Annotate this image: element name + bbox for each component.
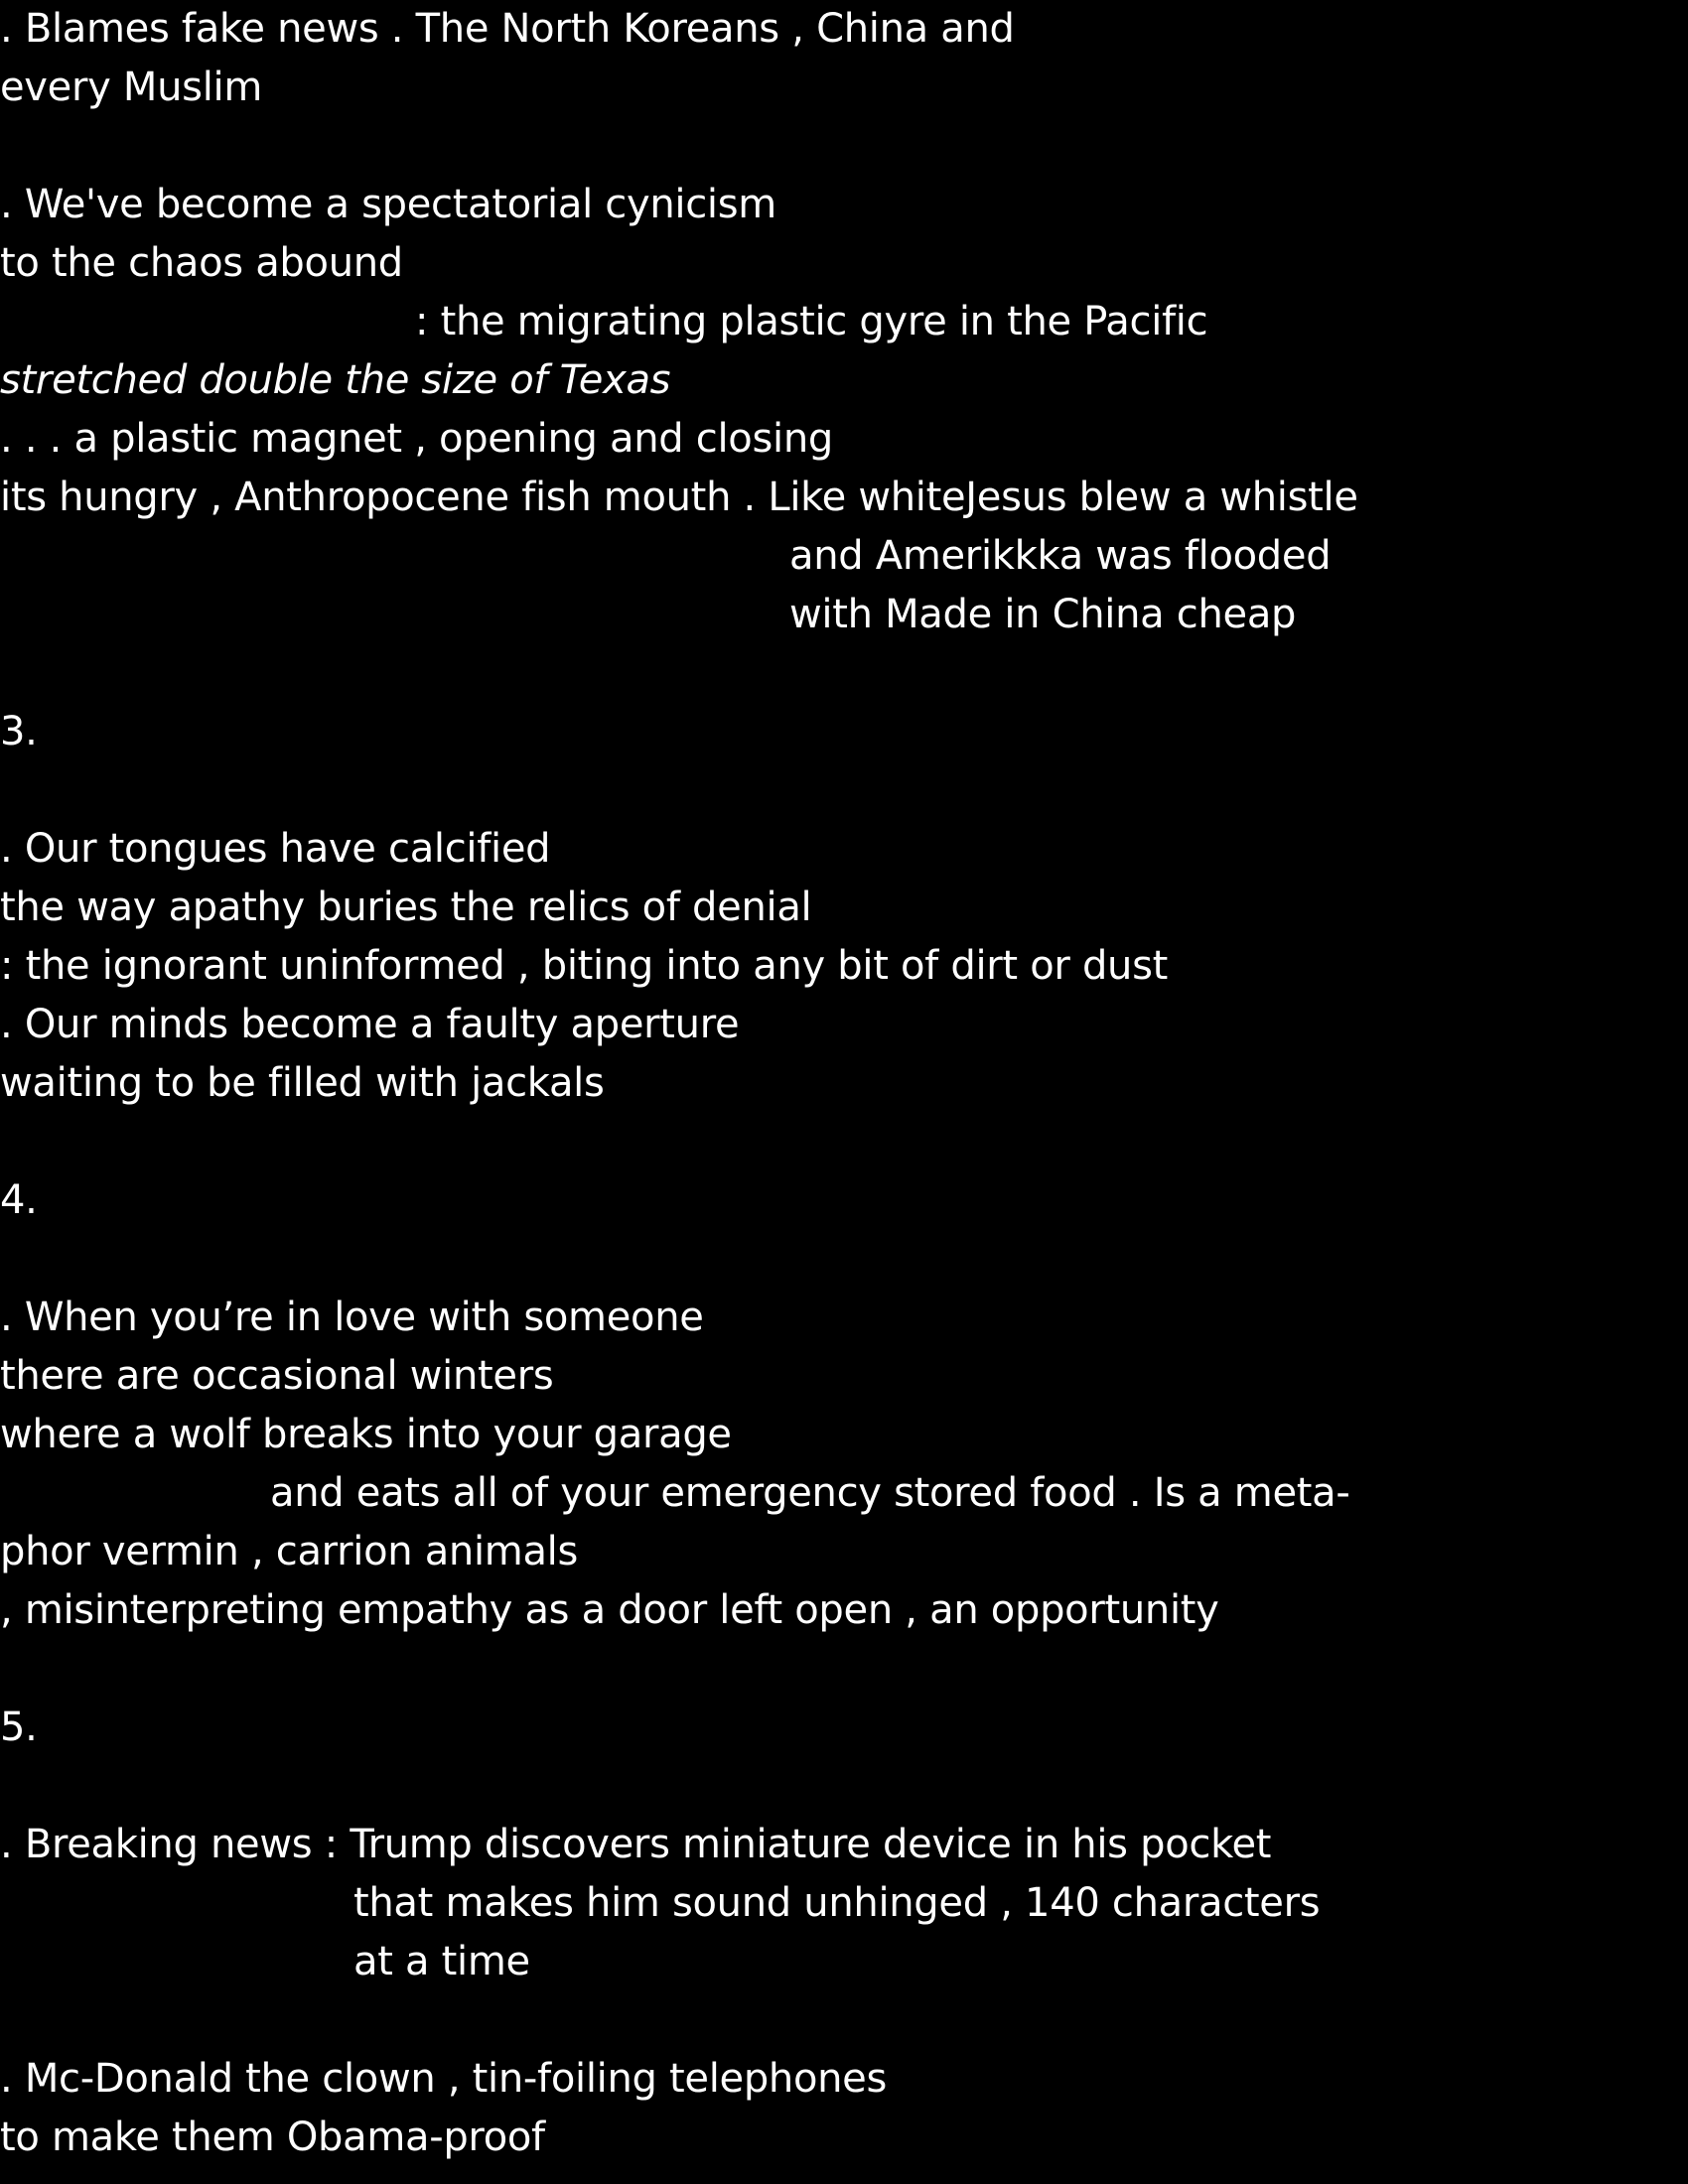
poem-line: . Mc-Donald the clown , tin-foiling telephones	[0, 2056, 888, 2102]
poem-line: . We've become a spectatorial cynicism	[0, 182, 776, 227]
poem-line: to the chaos abound	[0, 240, 403, 286]
poem-line: 4.	[0, 1177, 38, 1223]
poem-line: . Our minds become a faulty aperture	[0, 1002, 740, 1047]
poem-line: . Our tongues have calcified	[0, 826, 551, 872]
poem-line: waiting to be filled with jackals	[0, 1060, 605, 1106]
poem-line: its hungry , Anthropocene fish mouth . Like whiteJesus blew a whistle	[0, 475, 1358, 520]
poem-line: where a wolf breaks into your garage	[0, 1412, 732, 1457]
poem-line: every Muslim	[0, 65, 263, 110]
poem-line: . Blames fake news . The North Koreans , China and	[0, 6, 1015, 52]
poem-line: at a time	[353, 1939, 530, 1984]
poem-line: that makes him sound unhinged , 140 characters	[353, 1880, 1321, 1926]
poem-line: and Amerikkka was flooded	[789, 533, 1332, 579]
poem-line: and eats all of your emergency stored food . Is a meta-	[270, 1470, 1350, 1516]
poem-line: . . . a plastic magnet , opening and closing	[0, 416, 833, 462]
poem-line: to make them Obama-proof	[0, 2115, 545, 2160]
poem-line: stretched double the size of Texas	[0, 357, 671, 403]
poem-line: the way apathy buries the relics of denial	[0, 885, 812, 930]
poem-line: . When you’re in love with someone	[0, 1295, 704, 1340]
poem-line: 3.	[0, 709, 38, 754]
poem-line: : the ignorant uninformed , biting into any bit of dirt or dust	[0, 943, 1169, 989]
poem-line: : the migrating plastic gyre in the Pacific	[415, 299, 1208, 344]
poem-line: there are occasional winters	[0, 1353, 554, 1399]
poem-line: phor vermin , carrion animals	[0, 1529, 579, 1574]
poem-line: , misinterpreting empathy as a door left open , an opportunity	[0, 1587, 1219, 1633]
poem-line: 5.	[0, 1705, 38, 1750]
poem-line: with Made in China cheap	[789, 592, 1297, 637]
poem-line: . Breaking news : Trump discovers miniature device in his pocket	[0, 1822, 1272, 1867]
